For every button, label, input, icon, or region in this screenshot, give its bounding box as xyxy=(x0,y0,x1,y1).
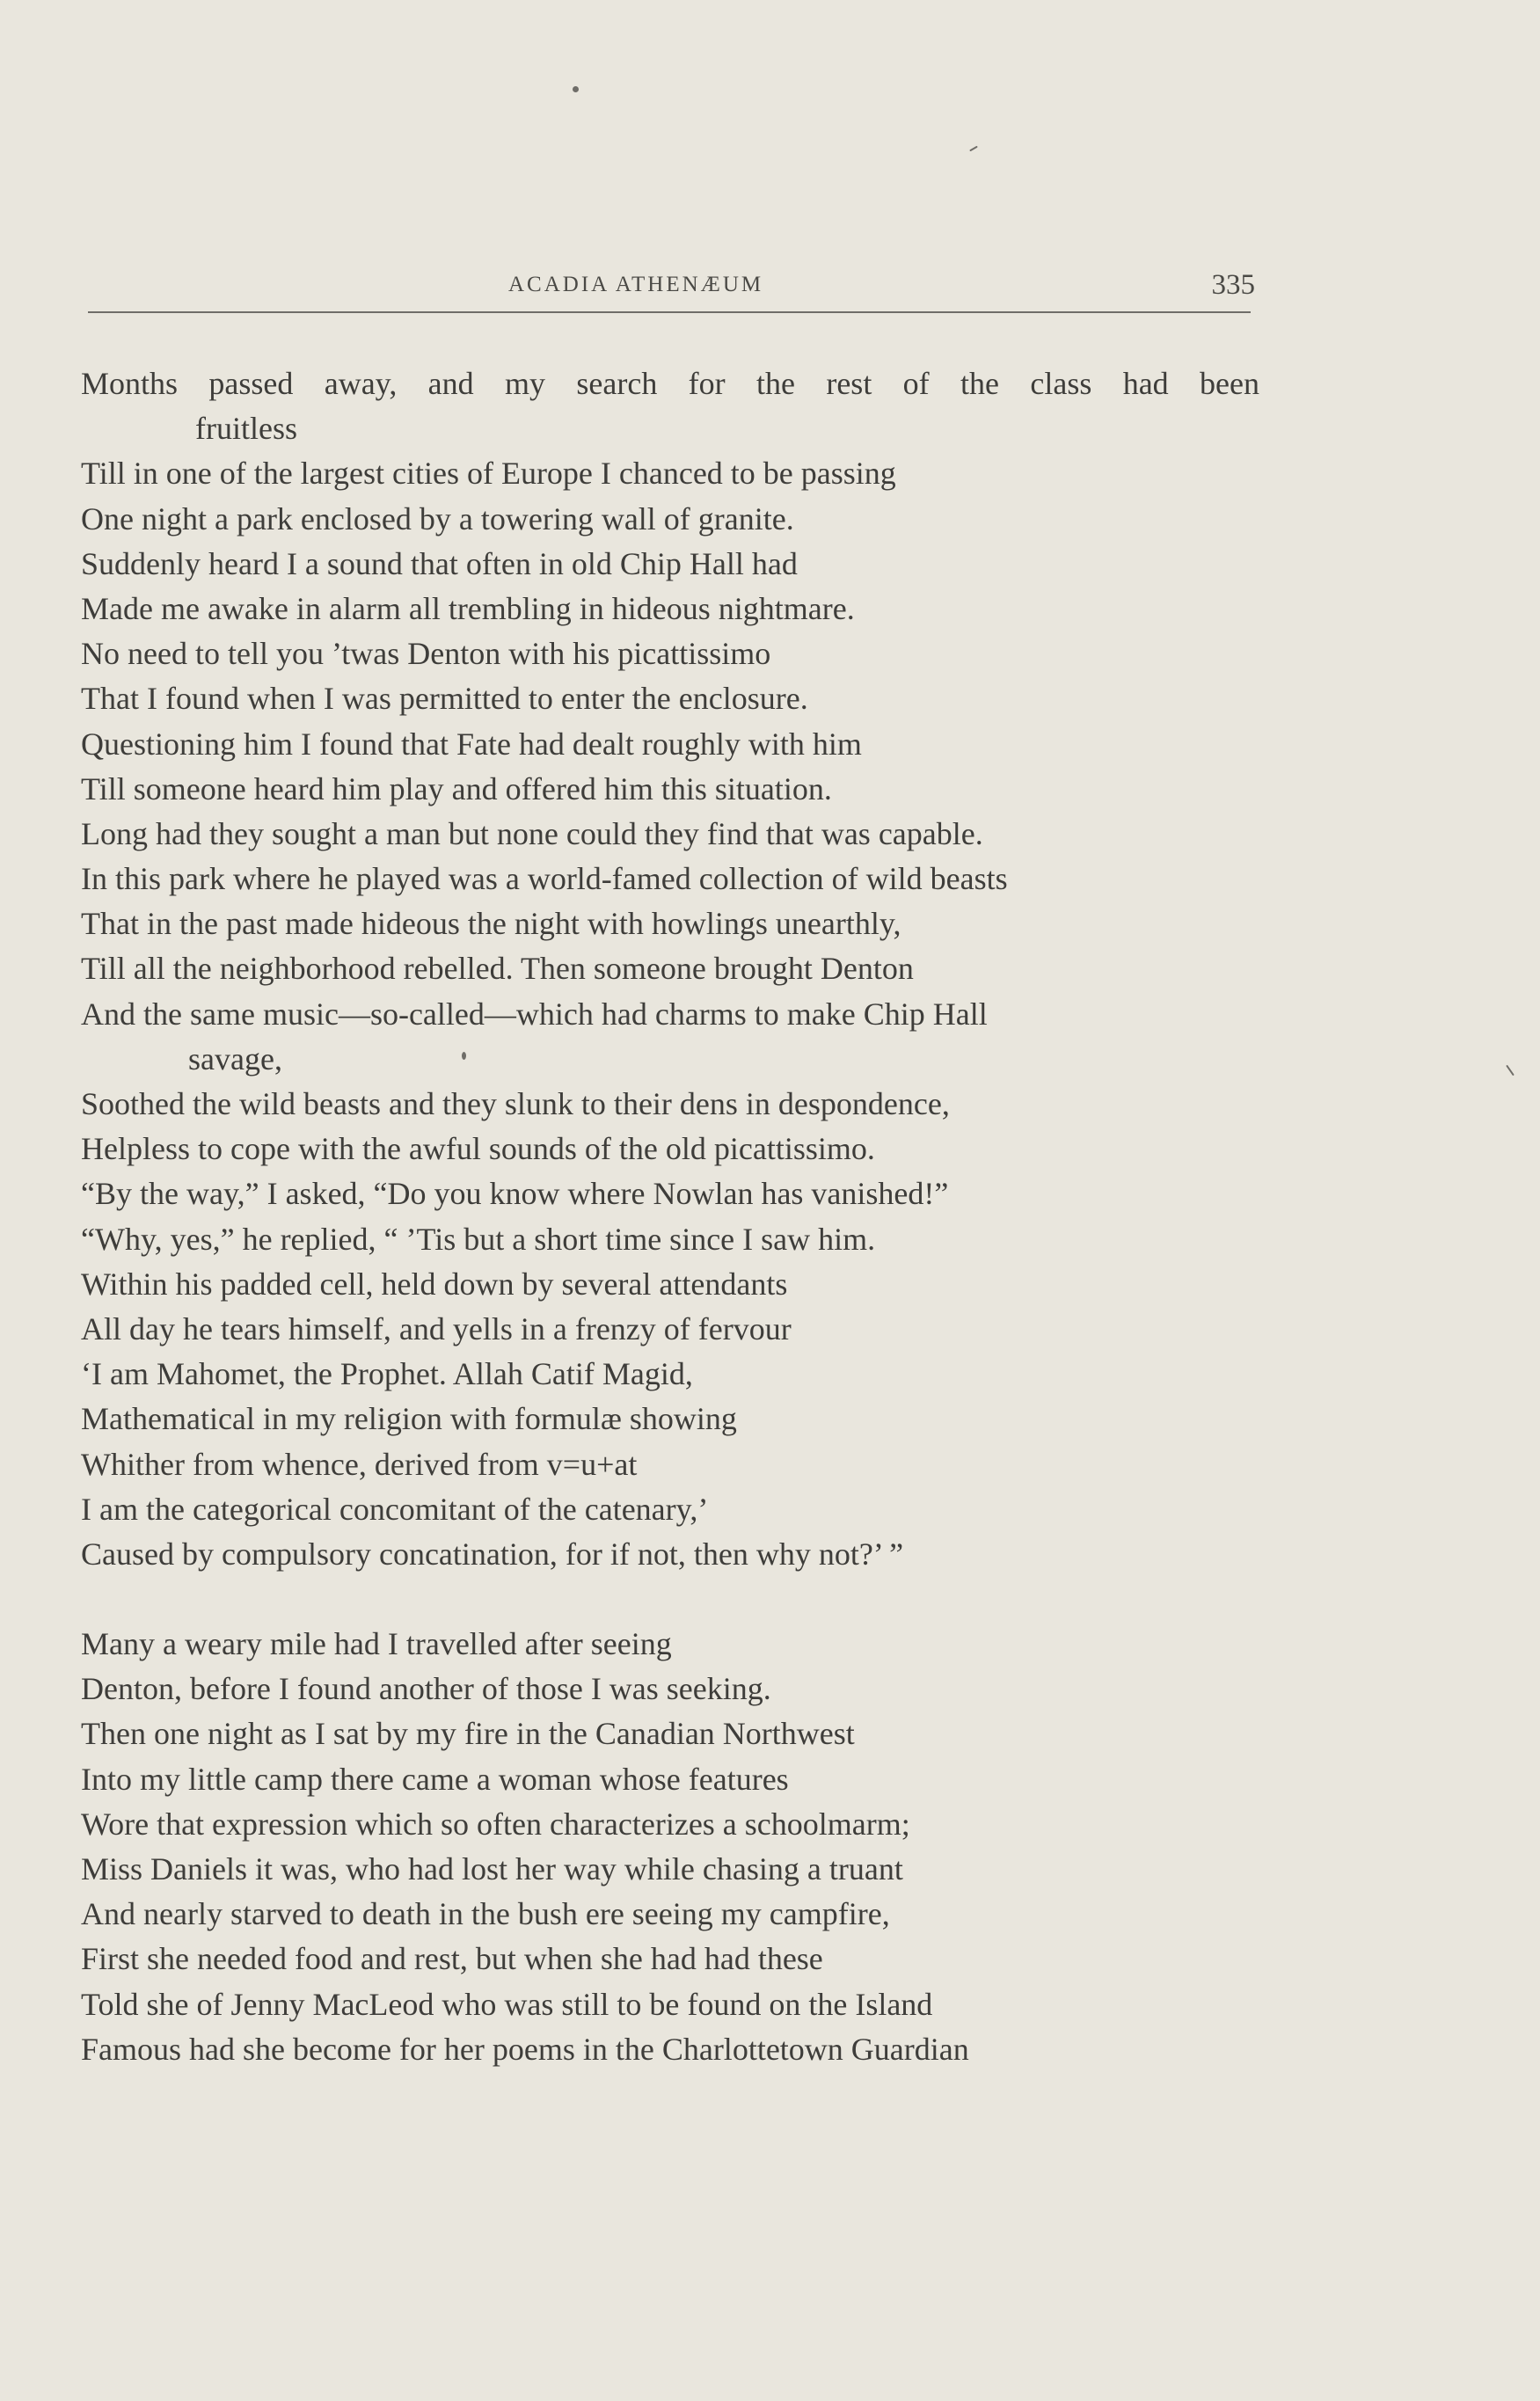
journal-title: ACADIA ATHENÆUM xyxy=(508,273,764,296)
poem-line: Months passed away, and my search for the rest of the class had been xyxy=(81,366,1259,401)
poem-line: Till someone heard him play and offered him this situation. xyxy=(81,770,832,806)
poem-line: First she needed food and rest, but when she had had these xyxy=(81,1941,823,1977)
poem-line: Miss Daniels it was, who had lost her way while chasing a truant xyxy=(81,1851,903,1886)
poem-line: Questioning him I found that Fate had dealt roughly with him xyxy=(81,726,862,762)
poem-line: One night a park enclosed by a towering wall of granite. xyxy=(81,500,794,536)
paper-speck xyxy=(969,146,978,152)
stanza xyxy=(81,361,1273,1577)
paper-speck xyxy=(573,86,579,92)
poem-line: Wore that expression which so often characterizes a schoolmarm; xyxy=(81,1806,910,1842)
poem-line: No need to tell you ’twas Denton with his picattissimo xyxy=(81,636,771,672)
poem-line: Into my little camp there came a woman whose features xyxy=(81,1761,789,1797)
poem-line: ‘I am Mahomet, the Prophet. Allah Catif Magid, xyxy=(81,1356,693,1392)
poem-line: Many a weary mile had I travelled after seeing xyxy=(81,1626,672,1662)
poem-line: In this park where he played was a world-famed collection of wild beasts xyxy=(81,861,1008,897)
running-header xyxy=(88,264,1255,317)
poem-line: Caused by compulsory concatination, for if not, then why not?’ ” xyxy=(81,1536,904,1572)
poem-line: That in the past made hideous the night with howlings unearthly, xyxy=(81,906,901,942)
poem-line: Made me awake in alarm all trembling in hideous nightmare. xyxy=(81,590,855,626)
poem-line: “Why, yes,” he replied, “ ’Tis but a short time since I saw him. xyxy=(81,1221,876,1257)
poem-line: “By the way,” I asked, “Do you know where Nowlan has vanished!” xyxy=(81,1176,949,1212)
header-rule xyxy=(88,311,1251,313)
poem-line: Suddenly heard I a sound that often in old Chip Hall had xyxy=(81,545,798,581)
poem-line: Till in one of the largest cities of Europe I chanced to be passing xyxy=(81,456,896,492)
page-number: 335 xyxy=(1211,269,1255,301)
poem-line: Till all the neighborhood rebelled. Then someone brought Denton xyxy=(81,951,914,987)
poem-line: That I found when I was permitted to enter the enclosure. xyxy=(81,681,808,717)
paper-speck xyxy=(1506,1065,1514,1076)
poem-line: Whither from whence, derived from v=u+at xyxy=(81,1446,638,1482)
poem-line: Mathematical in my religion with formulæ showing xyxy=(81,1401,737,1437)
poem-line: I am the categorical concomitant of the catenary,’ xyxy=(81,1491,709,1527)
poem-line: Long had they sought a man but none could they find that was capable. xyxy=(81,815,983,851)
poem-line: Soothed the wild beasts and they slunk to their dens in despondence, xyxy=(81,1086,950,1121)
poem-body xyxy=(81,361,1273,2072)
poem-line: Famous had she become for her poems in the Charlottetown Guardian xyxy=(81,2031,969,2067)
paper-speck xyxy=(462,1052,466,1060)
poem-line: All day he tears himself, and yells in a frenzy of fervour xyxy=(81,1310,792,1346)
poem-line-continuation: savage, xyxy=(188,1040,282,1076)
poem-line-continuation: fruitless xyxy=(195,411,297,447)
poem-line: And the same music—so-called—which had charms to make Chip Hall xyxy=(81,996,988,1032)
poem-line: Denton, before I found another of those I was seeking. xyxy=(81,1671,771,1707)
poem-line: Then one night as I sat by my fire in the Canadian Northwest xyxy=(81,1716,855,1752)
poem-line: Within his padded cell, held down by several attendants xyxy=(81,1266,788,1302)
poem-line: Helpless to cope with the awful sounds of the old picattissimo. xyxy=(81,1131,875,1167)
poem-line: And nearly starved to death in the bush ere seeing my campfire, xyxy=(81,1896,890,1932)
stanza xyxy=(81,1622,1273,2072)
poem-line: Told she of Jenny MacLeod who was still to be found on the Island xyxy=(81,1986,933,2022)
